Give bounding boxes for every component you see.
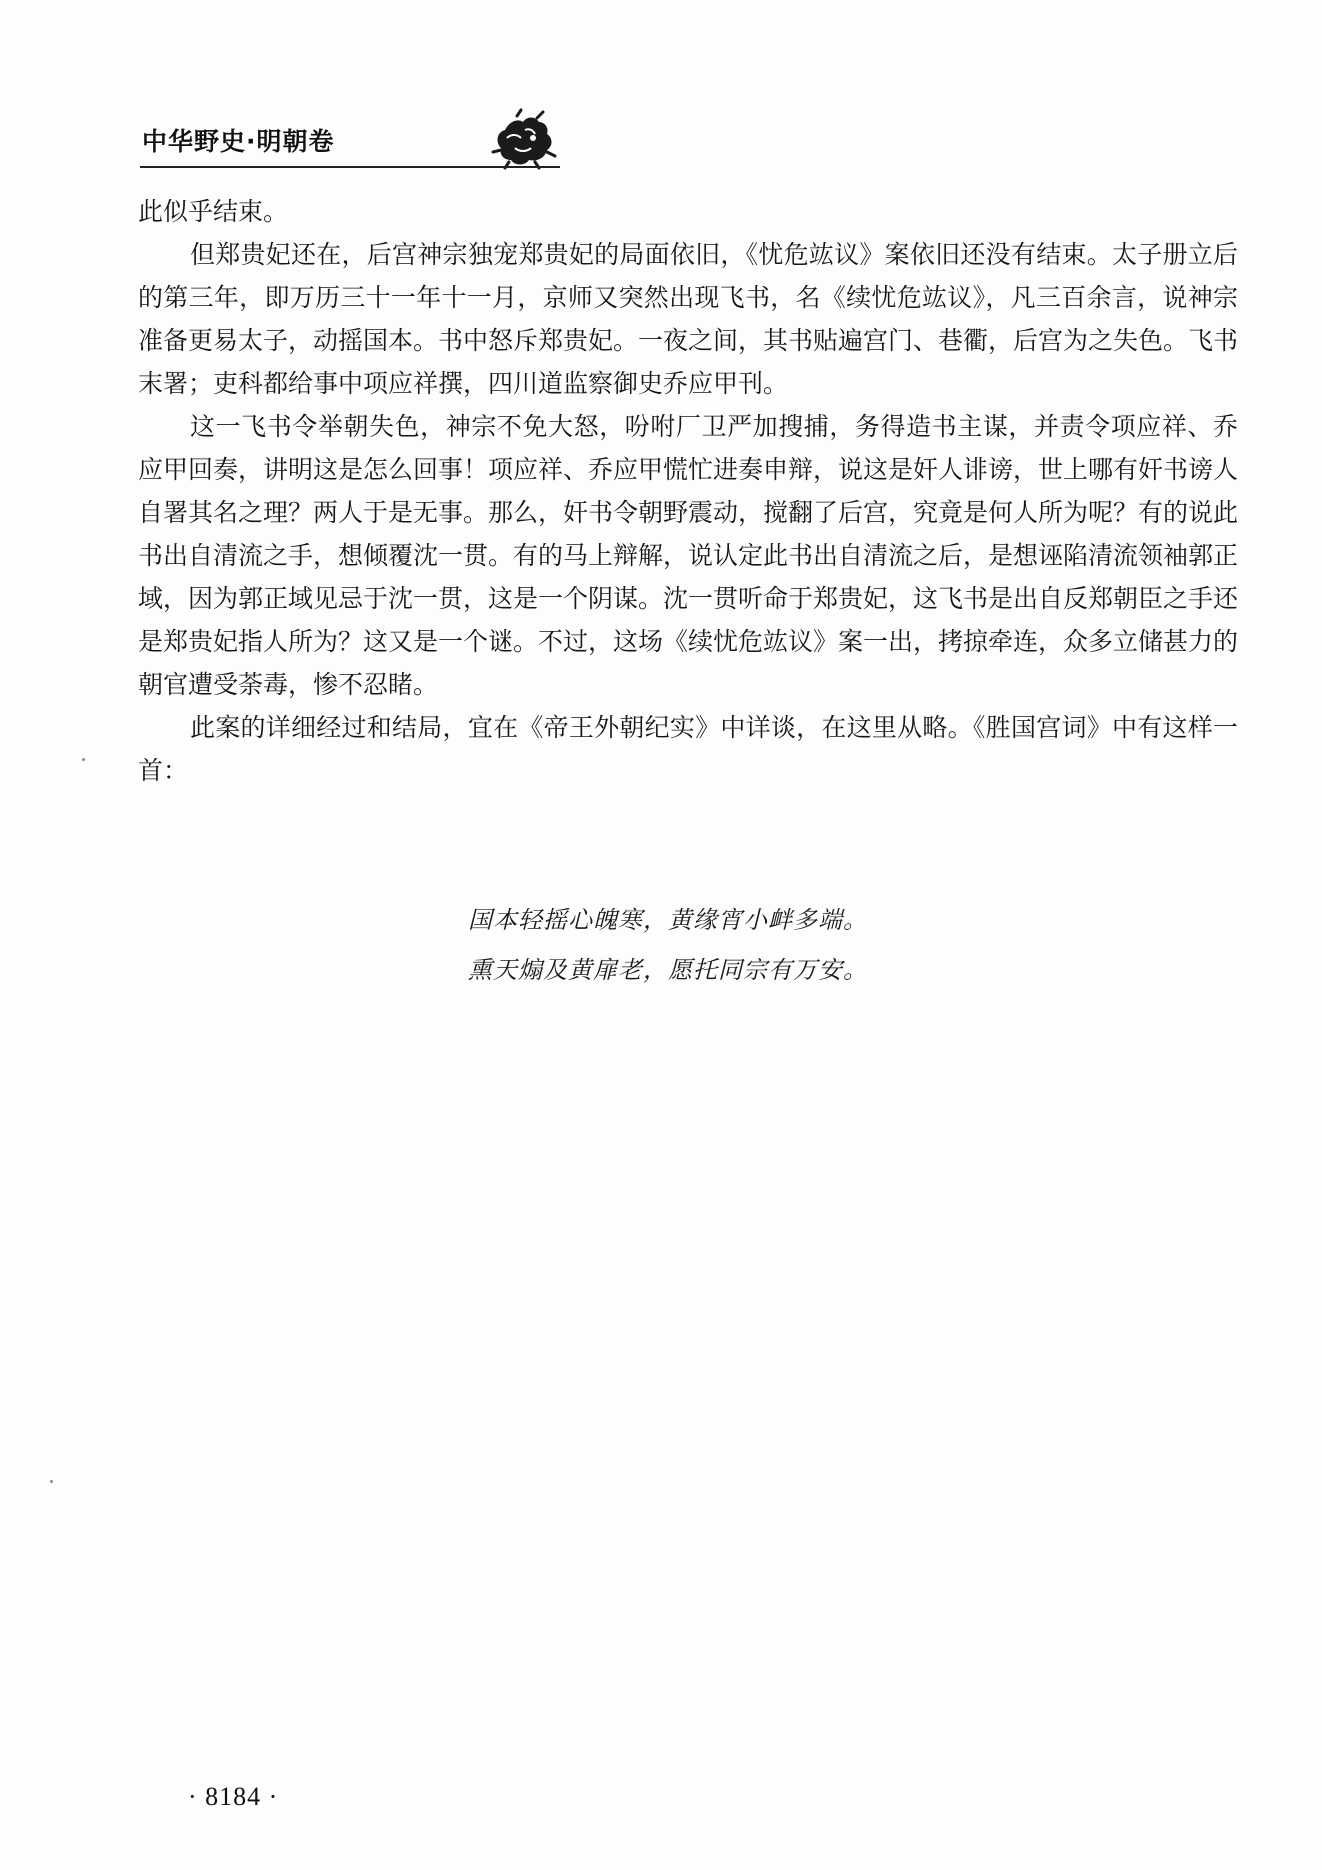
poem-line-2: 熏天煽及黄扉老，愿托同宗有万安。 [468, 956, 868, 984]
header-rule [140, 166, 560, 168]
dragon-emblem-icon [487, 108, 559, 170]
poem [468, 895, 868, 995]
running-header [140, 108, 1236, 188]
main-text [138, 190, 1238, 792]
paragraph-1: 此似乎结束。 [138, 197, 289, 226]
paragraph-4: 此案的详细经过和结局，宜在《帝王外朝纪实》中详谈，在这里从略。《胜国宫词》中有这样一首： [138, 713, 1238, 785]
scan-speck [82, 758, 85, 761]
book-title: 中华野史·明朝卷 [142, 127, 335, 156]
paragraph-3: 这一飞书令举朝失色，神宗不免大怒，吩咐厂卫严加搜捕，务得造书主谋，并责令项应祥、乔应甲回奏，讲明这是怎么回事！项应祥、乔应甲慌忙进奏申辩，说这是奸人诽谤，世上哪有奸书谤人自署其名之理？两人于是无事。那么，奸书令朝野震动，搅翻了后宫，究竟是何人所为呢？有的说此书出自清流之手，想倾覆沈一贯。有的马上辩解，说认定此书出自清流之后，是想诬陷清流领袖郭正域，因为郭正域见忌于沈一贯，这是一个阴谋。沈一贯听命于郑贵妃，这飞书是出自反郑朝臣之手还是郑贵妃指人所为？这又是一个谜。不过，这场《续忧危竑议》案一出，拷掠牵连，众多立储甚力的朝官遭受荼毒，惨不忍睹。 [138, 412, 1239, 699]
poem-line-1: 国本轻摇心魄寒，黄缘宵小衅多端。 [468, 906, 868, 934]
page-number: · 8184 · [188, 1782, 279, 1811]
paragraph-2: 但郑贵妃还在，后宫神宗独宠郑贵妃的局面依旧，《忧危竑议》案依旧还没有结束。太子册立后的第三年，即万历三十一年十一月，京师又突然出现飞书，名《续忧危竑议》，凡三百余言，说神宗准备更易太子，动摇国本。书中怒斥郑贵妃。一夜之间，其书贴遍宫门、巷衢，后宫为之失色。飞书末署；吏科都给事中项应祥撰，四川道监察御史乔应甲刊。 [138, 240, 1239, 398]
scan-speck [50, 1480, 53, 1483]
